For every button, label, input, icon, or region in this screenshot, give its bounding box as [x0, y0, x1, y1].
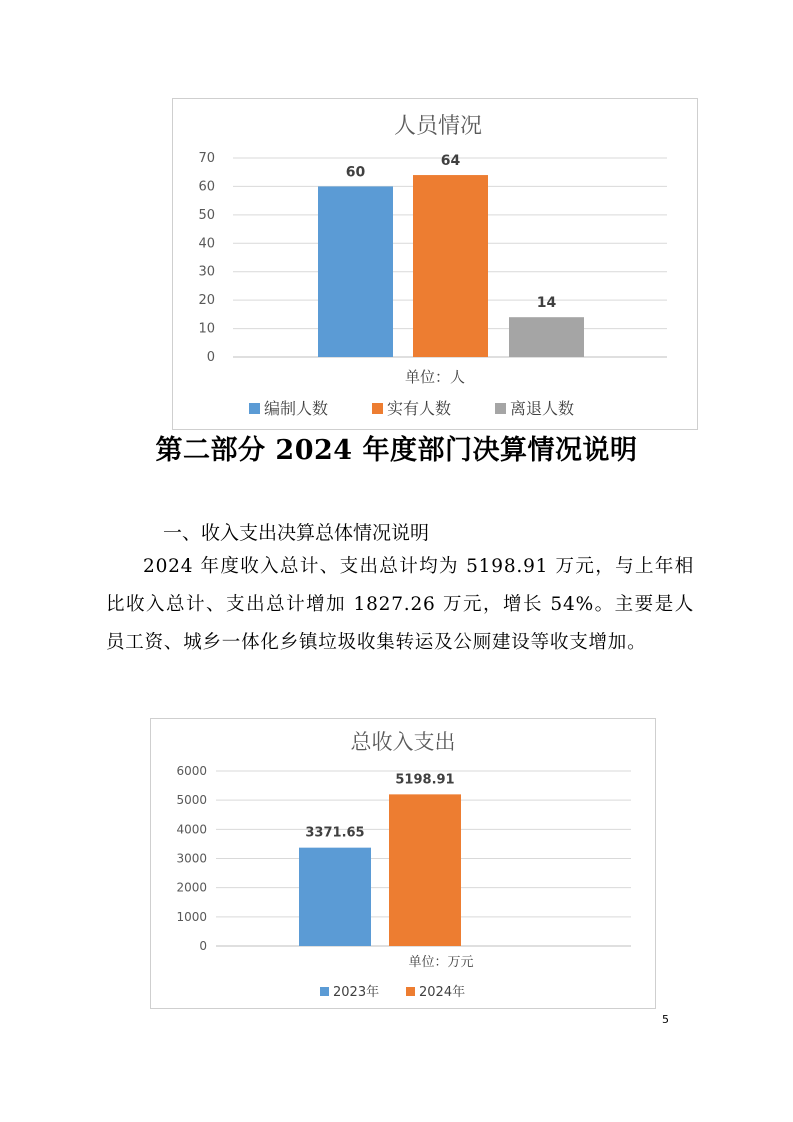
legend-entry: 离退人数 [510, 399, 575, 418]
y-tick-label: 6000 [176, 764, 207, 778]
bar-2024年 [389, 794, 461, 946]
data-label: 5198.91 [395, 772, 455, 788]
data-label: 64 [440, 153, 461, 170]
bar-实有人数 [413, 175, 488, 357]
staff-chart [172, 98, 698, 430]
body-paragraph: 2024 年度收入总计、支出总计均为 5198.91 万元，与上年相比收入总计、支出总计增加 1827.26 万元，增长 54%。主要是人员工资、城乡一体化乡镇垃圾收集转运及公厕建设等收支增加。 [106, 556, 694, 653]
y-tick-label: 4000 [176, 822, 207, 837]
y-tick-label: 50 [198, 207, 215, 223]
bar-编制人数 [318, 186, 393, 357]
chart-title: 人员情况 [393, 114, 483, 139]
x-axis-label: 单位：万元 [408, 955, 474, 970]
legend-entry: 实有人数 [387, 399, 452, 418]
x-axis-label: 单位：人 [404, 368, 466, 386]
y-tick-label: 10 [198, 321, 215, 337]
y-tick-label: 2000 [176, 880, 207, 895]
y-tick-label: 1000 [176, 909, 207, 924]
chart-title: 总收入支出 [350, 730, 456, 754]
y-tick-label: 3000 [176, 851, 207, 866]
data-label: 60 [345, 164, 366, 181]
page-number: 5 [662, 1013, 669, 1026]
income-expense-chart [150, 718, 656, 1009]
section-title: 第二部分 2024 年度部门决算情况说明 [155, 435, 638, 466]
bar-离退人数 [509, 317, 584, 357]
y-tick-label: 60 [198, 179, 215, 195]
y-tick-label: 5000 [176, 793, 207, 808]
legend-entry: 2023年 [333, 985, 380, 1000]
staff-chart-svg [173, 99, 697, 429]
legend-swatch [320, 987, 329, 996]
legend-swatch [249, 403, 260, 414]
legend-entry: 编制人数 [264, 399, 329, 418]
data-label: 3371.65 [305, 825, 365, 841]
section-heading: 一、收入支出决算总体情况说明 [163, 522, 430, 544]
y-tick-label: 40 [198, 236, 215, 252]
y-tick-label: 20 [198, 293, 215, 309]
y-tick-label: 0 [199, 939, 207, 953]
income-expense-chart-svg [151, 719, 655, 1008]
legend-swatch [372, 403, 383, 414]
y-tick-label: 70 [198, 151, 215, 166]
bar-2023年 [299, 848, 371, 946]
y-tick-label: 30 [198, 264, 215, 280]
legend-swatch [495, 403, 506, 414]
data-label: 14 [536, 295, 557, 312]
legend-entry: 2024年 [419, 985, 466, 1000]
legend-swatch [406, 987, 415, 996]
y-tick-label: 0 [206, 350, 215, 365]
